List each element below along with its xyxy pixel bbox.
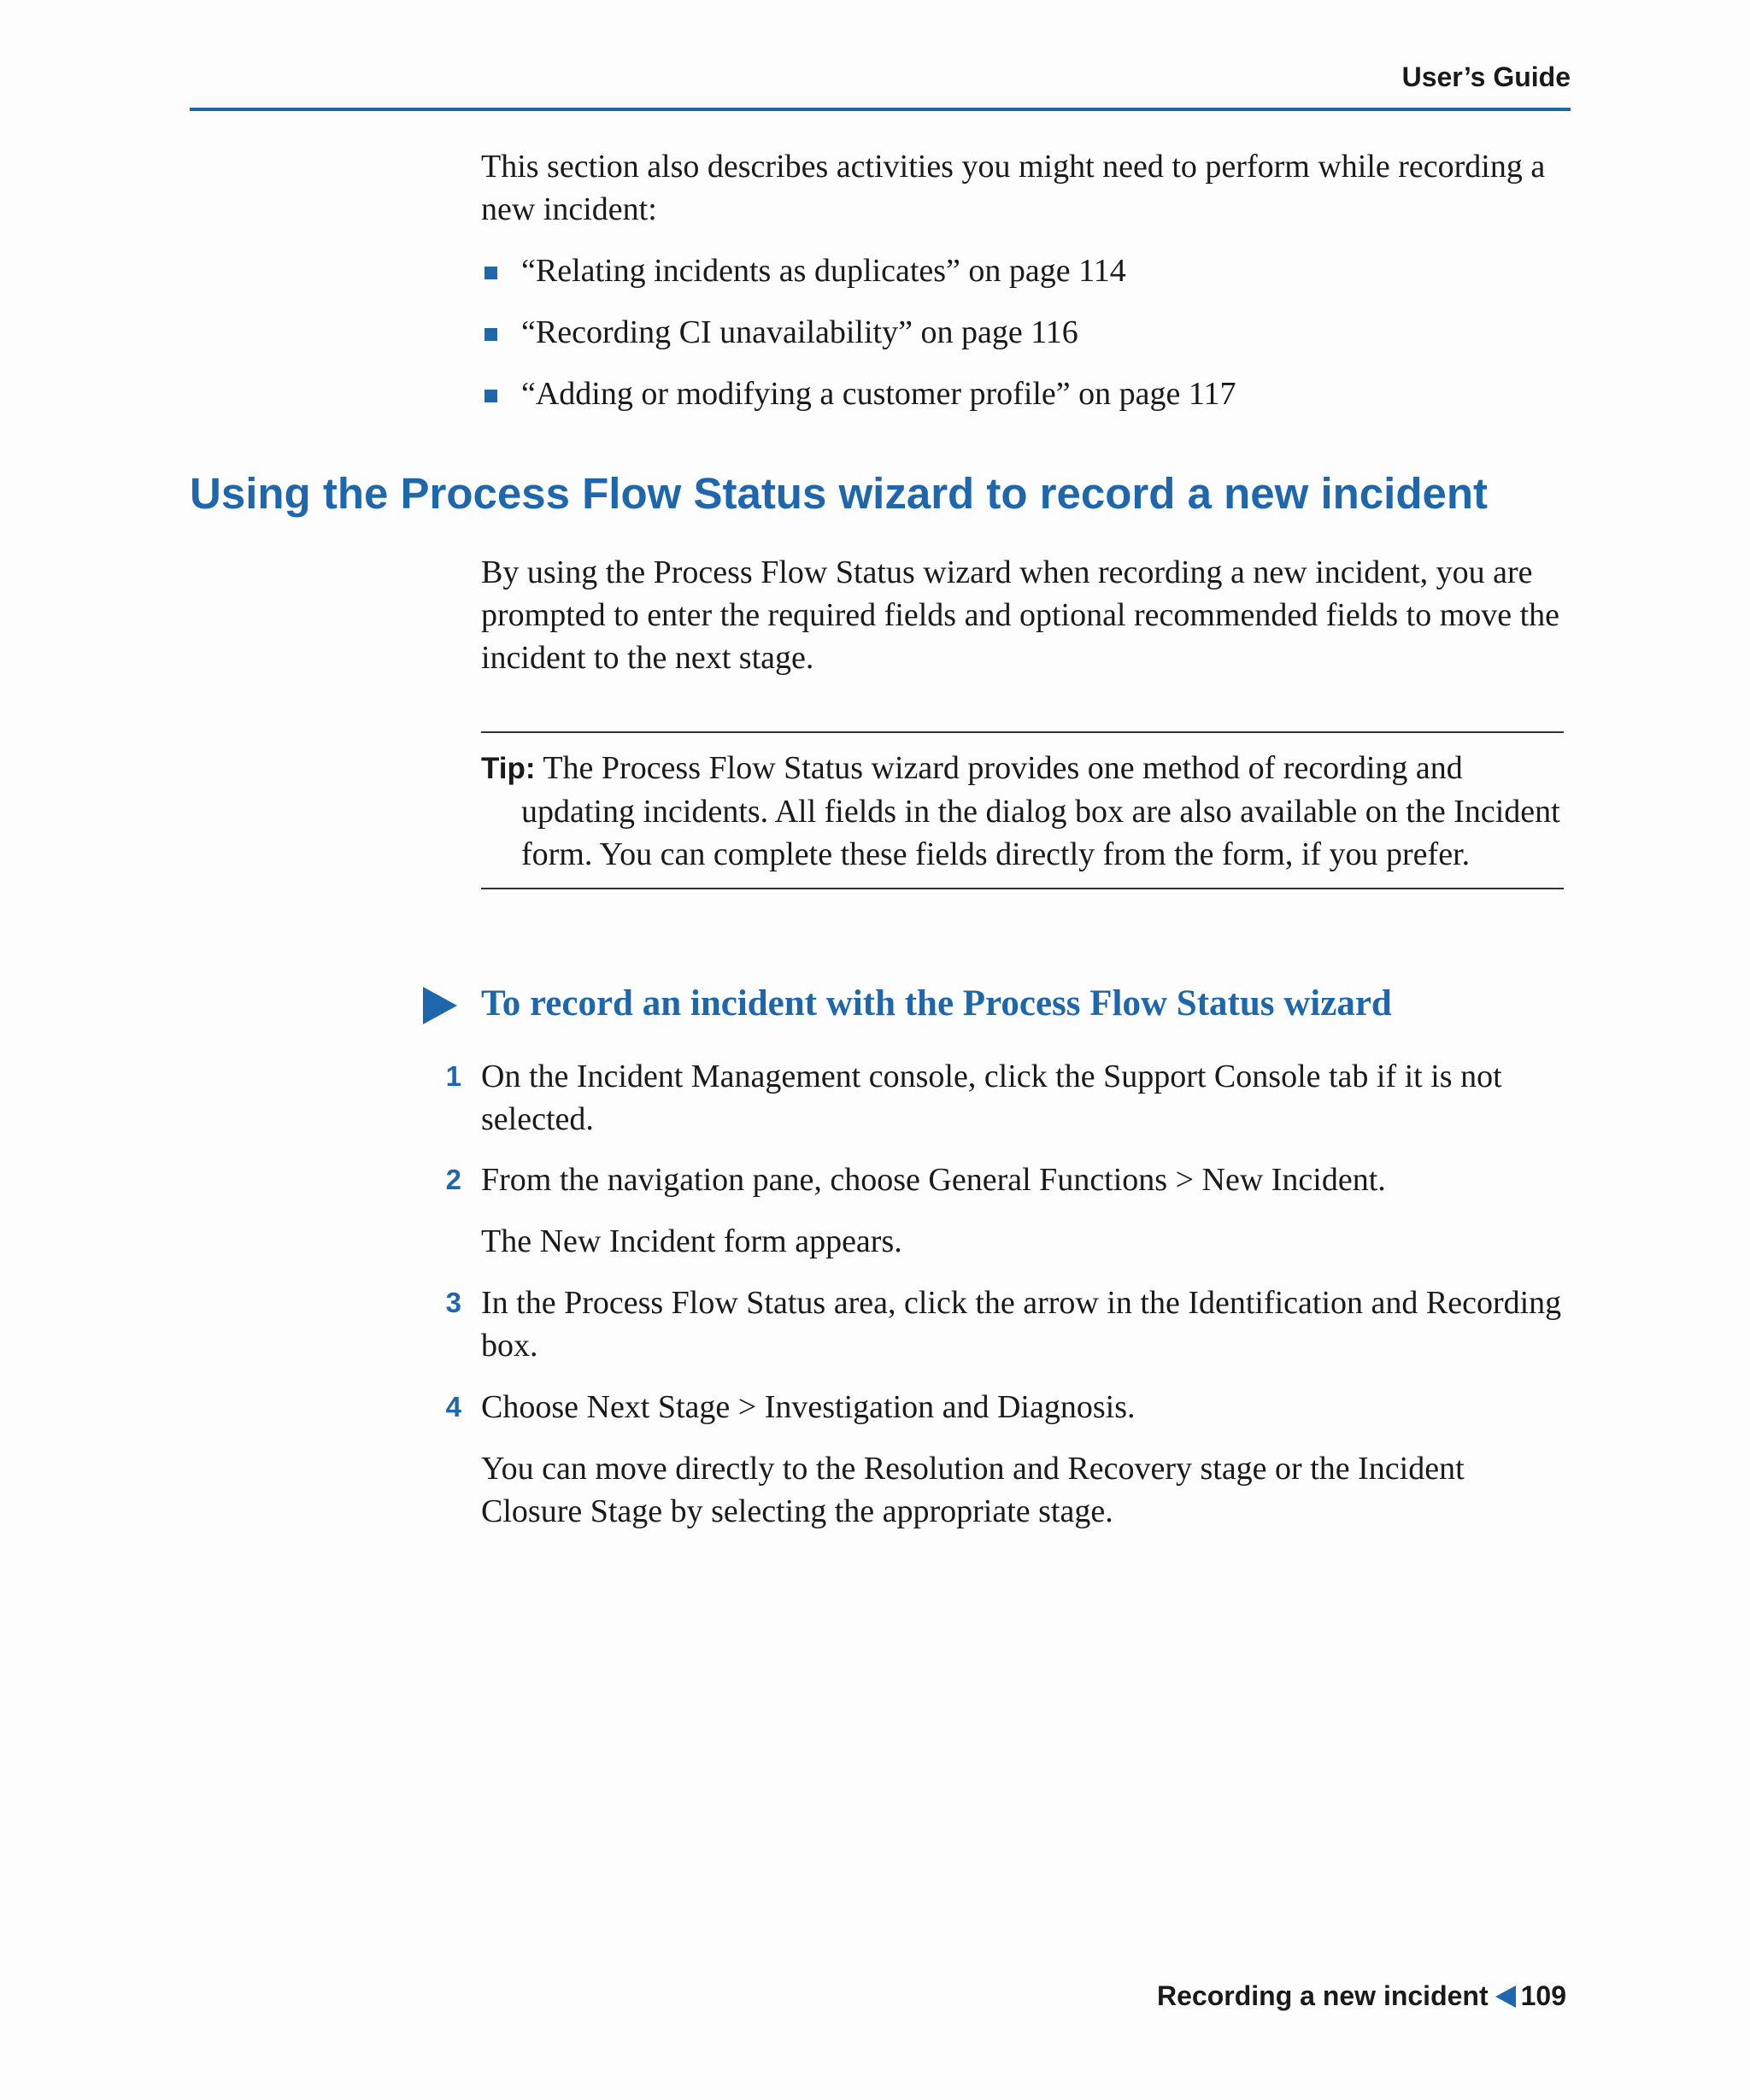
square-bullet-icon [484,267,497,279]
step-result-note: You can move directly to the Resolution and Recovery stage or the Incident Closure Stage by selecting the appropriate stage. [481,1451,1465,1529]
cross-reference-link[interactable]: “Relating incidents as duplicates” on page 114 [521,253,1126,289]
list-item[interactable] [481,311,1236,372]
step-number: 2 [445,1164,461,1195]
tip-body: The Process Flow Status wizard provides one method of recording and updating incidents. All fields in the dialog box are also available on the Incident form. You can complete these fields directly from the form, if you prefer. [521,750,1560,872]
step-number: 3 [445,1287,461,1318]
square-bullet-icon [484,328,497,341]
square-bullet-icon [484,390,497,402]
footer-section-title: Recording a new incident [1157,1980,1489,2011]
step-number: 4 [445,1391,461,1422]
section-heading: Using the Process Flow Status wizard to record a new incident [190,469,1488,518]
left-arrow-icon [1495,1986,1516,2008]
page-footer [1157,1980,1566,2012]
running-header: User’s Guide [1401,62,1571,92]
step-text: Choose Next Stage > Investigation and Diagnosis. [481,1389,1136,1425]
page-number: 109 [1520,1980,1566,2011]
step-text: On the Incident Management console, click the Support Console tab if it is not selected. [481,1059,1502,1137]
procedure-arrow-icon [423,987,457,1024]
tip-box [481,731,1564,889]
step-text: From the navigation pane, choose General Functions > New Incident. [481,1162,1386,1198]
step-result-note: The New Incident form appears. [481,1223,902,1259]
step-number: 1 [445,1060,461,1092]
cross-reference-list [481,249,1236,434]
header-rule [190,108,1571,111]
list-item[interactable] [481,372,1236,434]
tip-text [481,747,1564,876]
procedure-heading: To record an incident with the Process Flow Status wizard [481,983,1392,1024]
step-text: In the Process Flow Status area, click the arrow in the Identification and Recording box. [481,1285,1562,1364]
intro-paragraph: This section also describes activities you might need to perform while recording a new incident: [481,149,1546,227]
list-item[interactable] [481,249,1236,311]
cross-reference-link[interactable]: “Recording CI unavailability” on page 116 [521,314,1078,350]
cross-reference-link[interactable]: “Adding or modifying a customer profile” on page 117 [521,376,1236,412]
section-paragraph: By using the Process Flow Status wizard when recording a new incident, you are prompted to enter the required fields and optional recommended fields to move the incident to the next stage. [481,554,1560,676]
tip-label: Tip: [481,752,536,785]
